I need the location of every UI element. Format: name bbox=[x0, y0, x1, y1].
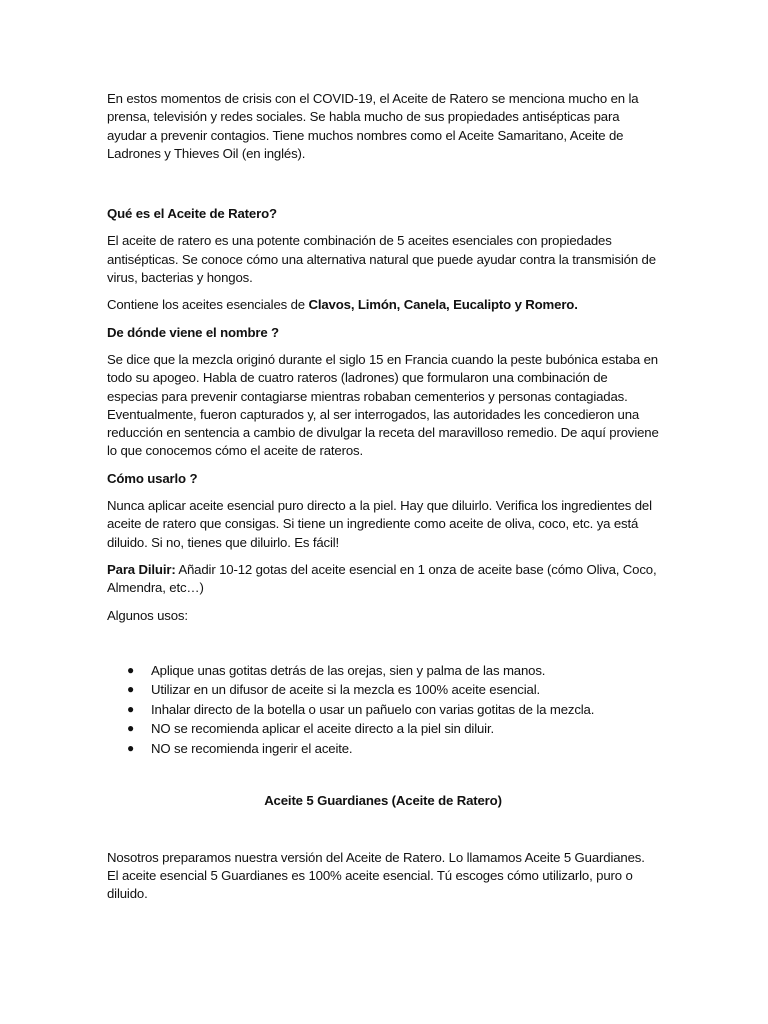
product-title: Aceite 5 Guardianes (Aceite de Ratero) bbox=[264, 793, 502, 809]
contains-paragraph bbox=[107, 296, 659, 314]
bullet-icon: ● bbox=[127, 740, 135, 755]
bullet-icon: ● bbox=[127, 682, 135, 697]
list-item-text: Aplique unas gotitas detrás de las orejas, sien y palma de las manos. bbox=[151, 662, 546, 678]
bullet-icon: ● bbox=[127, 662, 135, 677]
document-page bbox=[107, 90, 659, 913]
list-item bbox=[107, 719, 659, 739]
heading-what-is: Qué es el Aceite de Ratero? bbox=[107, 206, 277, 222]
list-item bbox=[107, 680, 659, 700]
intro-paragraph: En estos momentos de crisis con el COVID-19, el Aceite de Ratero se menciona mucho en la prensa, televisión y redes sociales. Se habla mucho de sus propiedades antisépticas para ayudar a prevenir contagios. Tiene muchos nombres como el Aceite Samaritano, Aceite de Ladrones y Thieves Oil (en inglés). bbox=[107, 91, 639, 161]
uses-list bbox=[107, 661, 659, 759]
list-item bbox=[107, 700, 659, 720]
list-item-text: Inhalar directo de la botella o usar un pañuelo con varias gotitas de la mezcla. bbox=[151, 701, 595, 717]
dilute-text: Añadir 10-12 gotas del aceite esencial en 1 onza de aceite base (cómo Oliva, Coco, Almendra, etc…) bbox=[107, 561, 657, 596]
list-item-text: NO se recomienda aplicar el aceite directo a la piel sin diluir. bbox=[151, 721, 494, 737]
product-paragraph: Nosotros preparamos nuestra versión del Aceite de Ratero. Lo llamamos Aceite 5 Guardianes. El aceite esencial 5 Guardianes es 100% aceite esencial. Tú escoges cómo utilizarlo, puro o diluido. bbox=[107, 849, 645, 902]
how-to-use-paragraph: Nunca aplicar aceite esencial puro directo a la piel. Hay que diluirlo. Verifica los ingredientes del aceite de ratero que consigas. Si tiene un ingrediente como aceite de oliva, coco, etc. ya está diluido. Si no, tienes que diluirlo. Es fácil! bbox=[107, 498, 652, 550]
list-item bbox=[107, 739, 659, 759]
name-origin-paragraph: Se dice que la mezcla originó durante el siglo 15 en Francia cuando la peste bubónica estaba en todo su apogeo. Habla de cuatro rateros (ladrones) que formularon una combinación de especias para prevenir contagiarse mientras robaban cementerios y personas contagiadas. Eventualmente, fueron capturados y, al ser interrogados, las autoridades les concedieron una reducción en sentencia a cambio de divulgar la receta del maravilloso remedio. De aquí proviene lo que conocemos cómo el aceite de rateros. bbox=[107, 351, 659, 459]
what-is-paragraph: El aceite de ratero es una potente combinación de 5 aceites esenciales con propiedades antisépticas. Se conoce cómo una alternativa natural que puede ayudar contra la transmisión de virus, bacterias y hongos. bbox=[107, 233, 656, 286]
heading-name-origin: De dónde viene el nombre ? bbox=[107, 324, 279, 340]
list-item-text: NO se recomienda ingerir el aceite. bbox=[151, 740, 353, 756]
uses-label: Algunos usos: bbox=[107, 607, 188, 623]
list-item-text: Utilizar en un difusor de aceite si la mezcla es 100% aceite esencial. bbox=[151, 682, 540, 698]
bullet-icon: ● bbox=[127, 721, 135, 736]
dilute-label: Para Diluir: bbox=[107, 561, 176, 577]
dilute-paragraph bbox=[107, 561, 659, 598]
bullet-icon: ● bbox=[127, 701, 135, 716]
contains-prefix: Contiene los aceites esenciales de bbox=[107, 297, 309, 313]
contains-oils: Clavos, Limón, Canela, Eucalipto y Romero. bbox=[308, 297, 578, 313]
heading-how-to-use: Cómo usarlo ? bbox=[107, 470, 198, 486]
list-item bbox=[107, 661, 659, 681]
